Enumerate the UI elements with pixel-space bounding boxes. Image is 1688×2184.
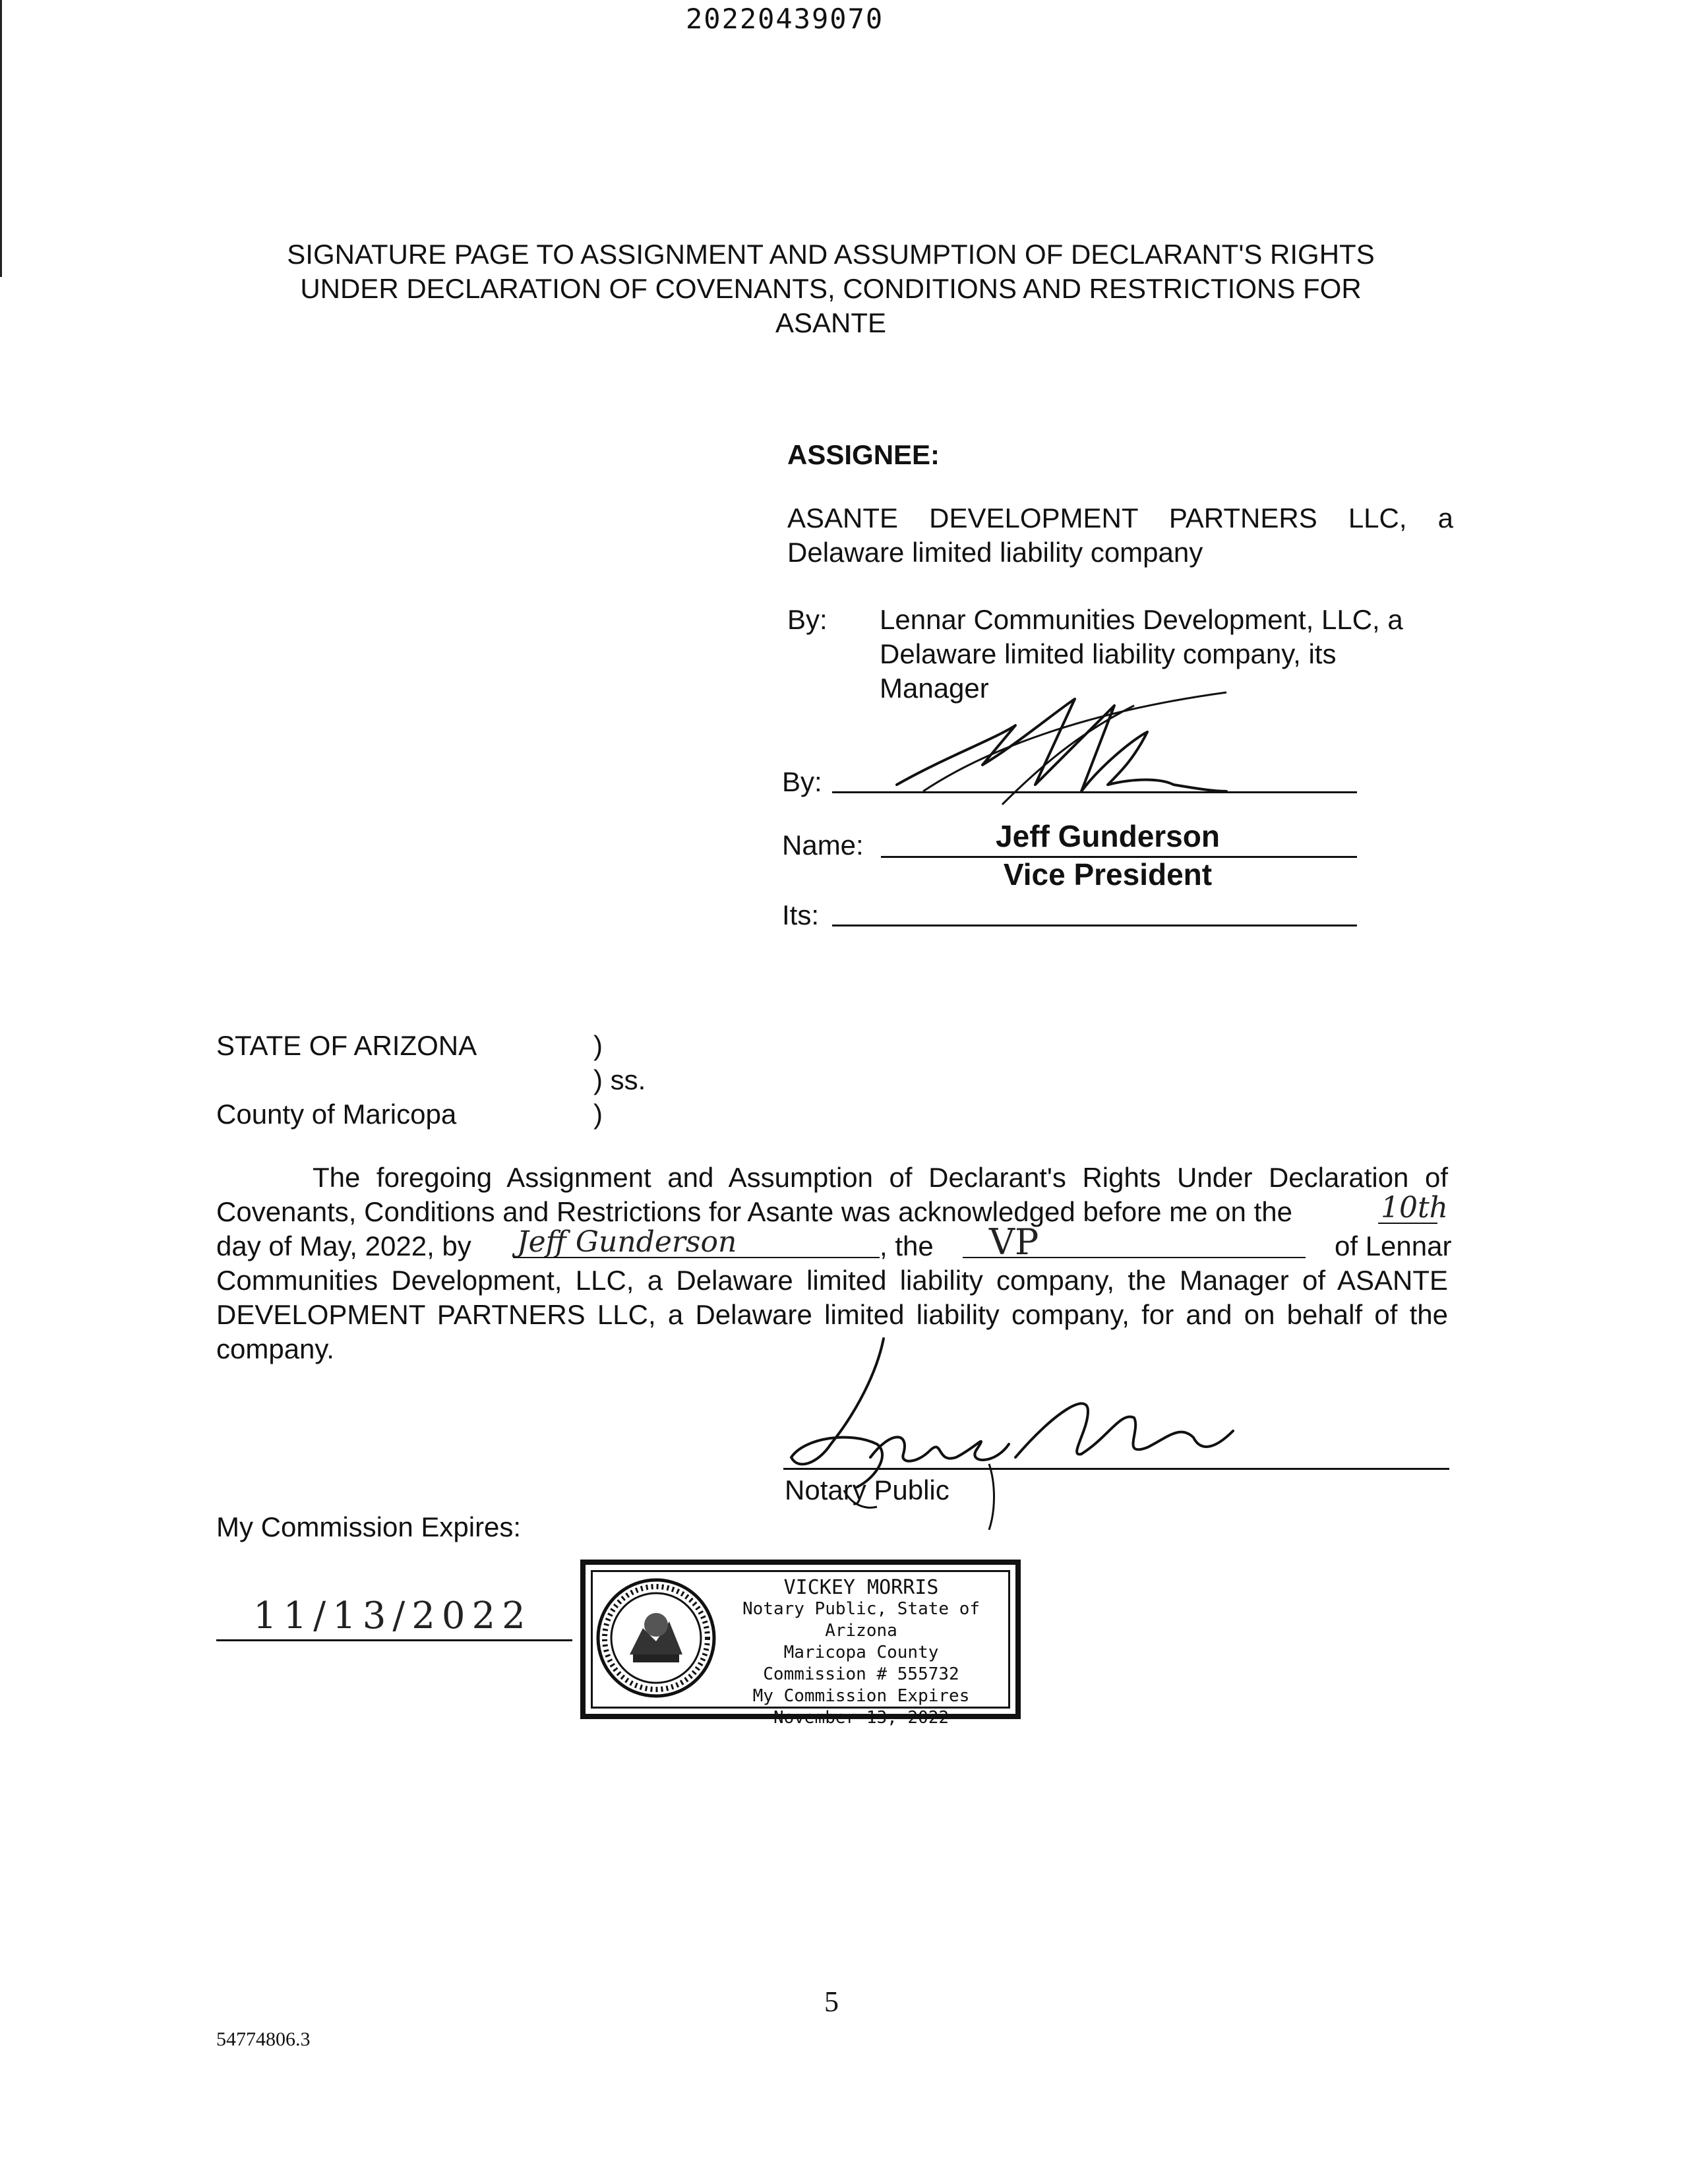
officer-signature: [884, 686, 1253, 818]
assignee-entity-line-1: ASANTE DEVELOPMENT PARTNERS LLC, a: [787, 502, 1453, 533]
notary-seal-icon: [593, 1575, 719, 1701]
stamp-line-6: November 13, 2022: [773, 1708, 950, 1728]
ack-by-handwritten: Jeff Gunderson: [517, 1225, 737, 1259]
commission-date-handwritten: 11/13/2022: [253, 1594, 532, 1637]
ack-role-line: [963, 1257, 1306, 1258]
commission-expires-label: My Commission Expires:: [216, 1511, 522, 1542]
state-label: STATE OF ARIZONA: [216, 1030, 477, 1061]
notary-public-label: Notary Public: [785, 1474, 950, 1505]
ack-line-3-pre: day of May, 2022, by: [216, 1230, 471, 1261]
ack-line-1: The foregoing Assignment and Assumption of Declarant's Rights Under Declaration of: [313, 1162, 1448, 1193]
notary-stamp-text: [711, 1577, 1011, 1729]
recording-number: 20220439070: [686, 3, 884, 35]
stamp-notary-name: VICKEY MORRIS: [783, 1576, 939, 1599]
ack-line-2: [216, 1195, 1469, 1229]
county-label: County of Maricopa: [216, 1099, 457, 1130]
stamp-line-5: My Commission Expires: [752, 1686, 970, 1706]
ack-day-line: [1378, 1223, 1437, 1224]
assignee-heading: ASSIGNEE:: [787, 439, 940, 470]
manager-line-2: Delaware limited liability company, its: [880, 638, 1337, 669]
manager-line-3: Manager: [880, 673, 989, 704]
scan-margin-line: [0, 0, 2, 277]
ack-line-3-mid: , the: [880, 1230, 934, 1261]
ack-line-5: DEVELOPMENT PARTNERS LLC, a Delaware limited liability company, for and on behalf of the: [216, 1299, 1448, 1330]
title-line-3: ASANTE: [775, 307, 887, 338]
its-line: [832, 925, 1357, 926]
venue-ss: ) ss.: [593, 1064, 646, 1095]
stamp-line-2: Notary Public, State of Arizona: [742, 1599, 980, 1641]
assignee-entity-line-2: Delaware limited liability company: [787, 537, 1203, 568]
notary-stamp: [580, 1560, 1021, 1728]
its-label: Its:: [782, 899, 820, 930]
ack-line-2-text: Covenants, Conditions and Restrictions for Asante was acknowledged before me on the: [216, 1196, 1292, 1227]
title-line-2: UNDER DECLARATION OF COVENANTS, CONDITIONS AND RESTRICTIONS FOR: [300, 273, 1362, 304]
name-label: Name:: [782, 830, 864, 861]
page-number: 5: [824, 1986, 839, 2018]
document-id: 54774806.3: [216, 2028, 311, 2050]
ack-line-6: company.: [216, 1333, 334, 1364]
ack-role-handwritten: VP: [989, 1221, 1039, 1263]
by-label-1: By:: [787, 604, 828, 635]
name-value: Jeff Gunderson: [996, 819, 1220, 853]
stamp-line-4: Commission # 555732: [763, 1664, 959, 1684]
ack-line-3-post: of Lennar: [1335, 1230, 1452, 1261]
ack-day-handwritten: 10th: [1381, 1191, 1449, 1225]
venue-paren-2: ): [593, 1099, 603, 1130]
document-title: [198, 237, 1464, 340]
by-label-2: By:: [782, 766, 822, 797]
venue-paren-1: ): [593, 1030, 603, 1061]
ack-line-4: Communities Development, LLC, a Delaware limited liability company, the Manager of ASANTE: [216, 1265, 1448, 1296]
commission-date-line: [216, 1639, 572, 1641]
notary-signature-line: [783, 1468, 1449, 1470]
ack-by-line: [513, 1257, 880, 1258]
title-line-1: SIGNATURE PAGE TO ASSIGNMENT AND ASSUMPTION OF DECLARANT'S RIGHTS: [287, 239, 1375, 270]
title-value: Vice President: [1003, 857, 1213, 892]
manager-line-1: Lennar Communities Development, LLC, a: [880, 604, 1403, 635]
stamp-line-3: Maricopa County: [783, 1643, 939, 1662]
